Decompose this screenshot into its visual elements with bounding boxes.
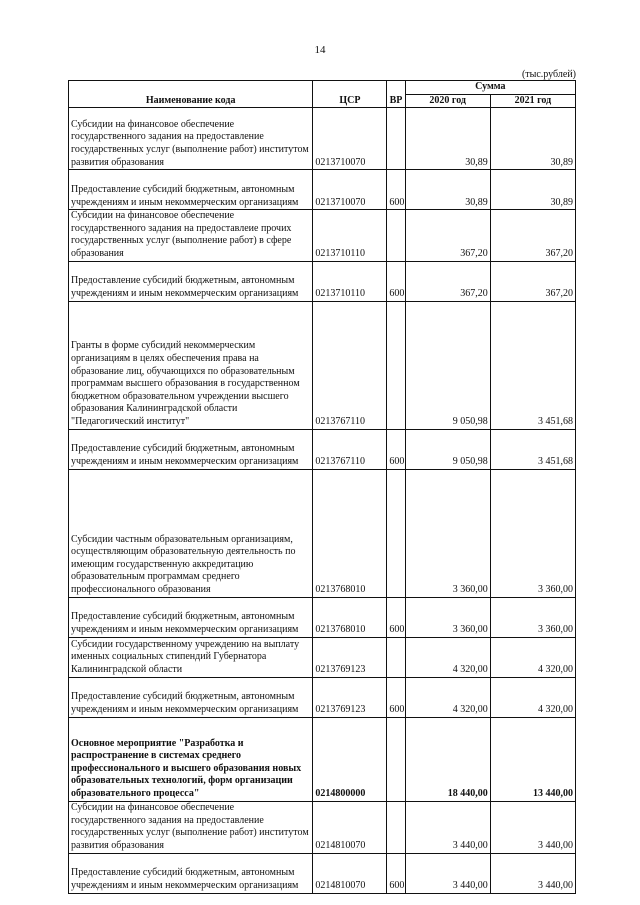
row-csr: 0213710110 xyxy=(313,261,387,301)
row-vr: 600 xyxy=(387,597,405,637)
row-csr: 0213769123 xyxy=(313,677,387,717)
header-vr: ВР xyxy=(387,81,405,108)
row-csr: 0213767110 xyxy=(313,301,387,429)
row-sum-2020: 18 440,00 xyxy=(405,717,490,801)
row-vr: 600 xyxy=(387,677,405,717)
header-year-2020: 2020 год xyxy=(405,94,490,108)
row-csr: 0213710110 xyxy=(313,210,387,261)
row-vr: 600 xyxy=(387,853,405,893)
page-number: 14 xyxy=(314,44,326,56)
row-csr: 0214810070 xyxy=(313,853,387,893)
row-vr xyxy=(387,717,405,801)
row-name: Предоставление субсидий бюджетным, автономным учреждениям и иным некоммерческим организациям xyxy=(69,429,313,469)
row-sum-2021: 3 360,00 xyxy=(490,469,575,597)
table-row xyxy=(69,170,576,210)
row-csr: 0213767110 xyxy=(313,429,387,469)
row-vr xyxy=(387,108,405,170)
row-csr: 0213768010 xyxy=(313,469,387,597)
row-name: Основное мероприятие "Разработка и распространение в системах среднего профессионального и высшего образования новых образовательных технологий, форм организации образовательного процесса" xyxy=(69,717,313,801)
row-sum-2020: 4 320,00 xyxy=(405,677,490,717)
row-sum-2020: 4 320,00 xyxy=(405,637,490,677)
table-row xyxy=(69,108,576,170)
row-sum-2021: 30,89 xyxy=(490,108,575,170)
row-sum-2021: 30,89 xyxy=(490,170,575,210)
row-sum-2020: 3 360,00 xyxy=(405,469,490,597)
table-row xyxy=(69,429,576,469)
row-name: Субсидии государственному учреждению на выплату именных социальных стипендий Губернатора Калининградской области xyxy=(69,637,313,677)
row-sum-2020: 30,89 xyxy=(405,170,490,210)
row-sum-2021: 3 440,00 xyxy=(490,853,575,893)
table-row xyxy=(69,597,576,637)
row-sum-2021: 3 451,68 xyxy=(490,301,575,429)
header-sum: Сумма xyxy=(405,81,575,95)
row-vr xyxy=(387,210,405,261)
row-sum-2021: 13 440,00 xyxy=(490,717,575,801)
row-name: Предоставление субсидий бюджетным, автономным учреждениям и иным некоммерческим организациям xyxy=(69,170,313,210)
table-row xyxy=(69,717,576,801)
row-csr: 0214810070 xyxy=(313,801,387,853)
row-csr: 0213710070 xyxy=(313,170,387,210)
budget-table xyxy=(68,80,576,894)
row-name: Предоставление субсидий бюджетным, автономным учреждениям и иным некоммерческим организациям xyxy=(69,597,313,637)
header-csr: ЦСР xyxy=(313,81,387,108)
row-sum-2021: 3 360,00 xyxy=(490,597,575,637)
row-vr xyxy=(387,301,405,429)
table-row xyxy=(69,301,576,429)
row-name: Гранты в форме субсидий некоммерческим организациям в целях обеспечения права на образование лиц, обучающихся по образовательным программам высшего образования в государственном бюджетном образовательном учреждении высшего образования Калининградской области "Педагогический институт" xyxy=(69,301,313,429)
row-sum-2020: 367,20 xyxy=(405,210,490,261)
row-sum-2020: 9 050,98 xyxy=(405,429,490,469)
row-vr xyxy=(387,637,405,677)
row-name: Предоставление субсидий бюджетным, автономным учреждениям и иным некоммерческим организациям xyxy=(69,261,313,301)
table-row xyxy=(69,801,576,853)
row-sum-2021: 367,20 xyxy=(490,261,575,301)
row-csr: 0213768010 xyxy=(313,597,387,637)
row-sum-2020: 3 440,00 xyxy=(405,801,490,853)
row-sum-2020: 367,20 xyxy=(405,261,490,301)
row-vr: 600 xyxy=(387,170,405,210)
row-name: Предоставление субсидий бюджетным, автономным учреждениям и иным некоммерческим организациям xyxy=(69,853,313,893)
row-name: Субсидии частным образовательным организациям, осуществляющим образовательную деятельность по имеющим государственную аккредитацию образовательным программам среднего профессионального образования xyxy=(69,469,313,597)
row-sum-2020: 9 050,98 xyxy=(405,301,490,429)
table-row xyxy=(69,261,576,301)
table-row xyxy=(69,637,576,677)
row-vr xyxy=(387,801,405,853)
header-year-2021: 2021 год xyxy=(490,94,575,108)
table-row xyxy=(69,677,576,717)
row-sum-2021: 4 320,00 xyxy=(490,637,575,677)
row-name: Предоставление субсидий бюджетным, автономным учреждениям и иным некоммерческим организациям xyxy=(69,677,313,717)
units-label: (тыс.рублей) xyxy=(521,69,576,80)
row-sum-2021: 3 440,00 xyxy=(490,801,575,853)
row-vr: 600 xyxy=(387,261,405,301)
row-csr: 0213710070 xyxy=(313,108,387,170)
row-sum-2020: 3 360,00 xyxy=(405,597,490,637)
row-sum-2021: 367,20 xyxy=(490,210,575,261)
row-sum-2021: 4 320,00 xyxy=(490,677,575,717)
row-vr: 600 xyxy=(387,429,405,469)
row-name: Субсидии на финансовое обеспечение государственного задания на предоставление государственных услуг (выполнение работ) институтом развития образования xyxy=(69,108,313,170)
table-body xyxy=(69,108,576,893)
row-csr: 0213769123 xyxy=(313,637,387,677)
table-row xyxy=(69,469,576,597)
row-sum-2020: 30,89 xyxy=(405,108,490,170)
row-sum-2021: 3 451,68 xyxy=(490,429,575,469)
table-row xyxy=(69,853,576,893)
row-sum-2020: 3 440,00 xyxy=(405,853,490,893)
header-name: Наименование кода xyxy=(69,81,313,108)
table-row xyxy=(69,210,576,261)
row-vr xyxy=(387,469,405,597)
row-csr: 0214800000 xyxy=(313,717,387,801)
row-name: Субсидии на финансовое обеспечение государственного задания на предоставлеие прочих государственных услуг (выполнение работ) в сфере образования xyxy=(69,210,313,261)
row-name: Субсидии на финансовое обеспечение государственного задания на предоставление государственных услуг (выполнение работ) институтом развития образования xyxy=(69,801,313,853)
table-header xyxy=(69,81,576,108)
